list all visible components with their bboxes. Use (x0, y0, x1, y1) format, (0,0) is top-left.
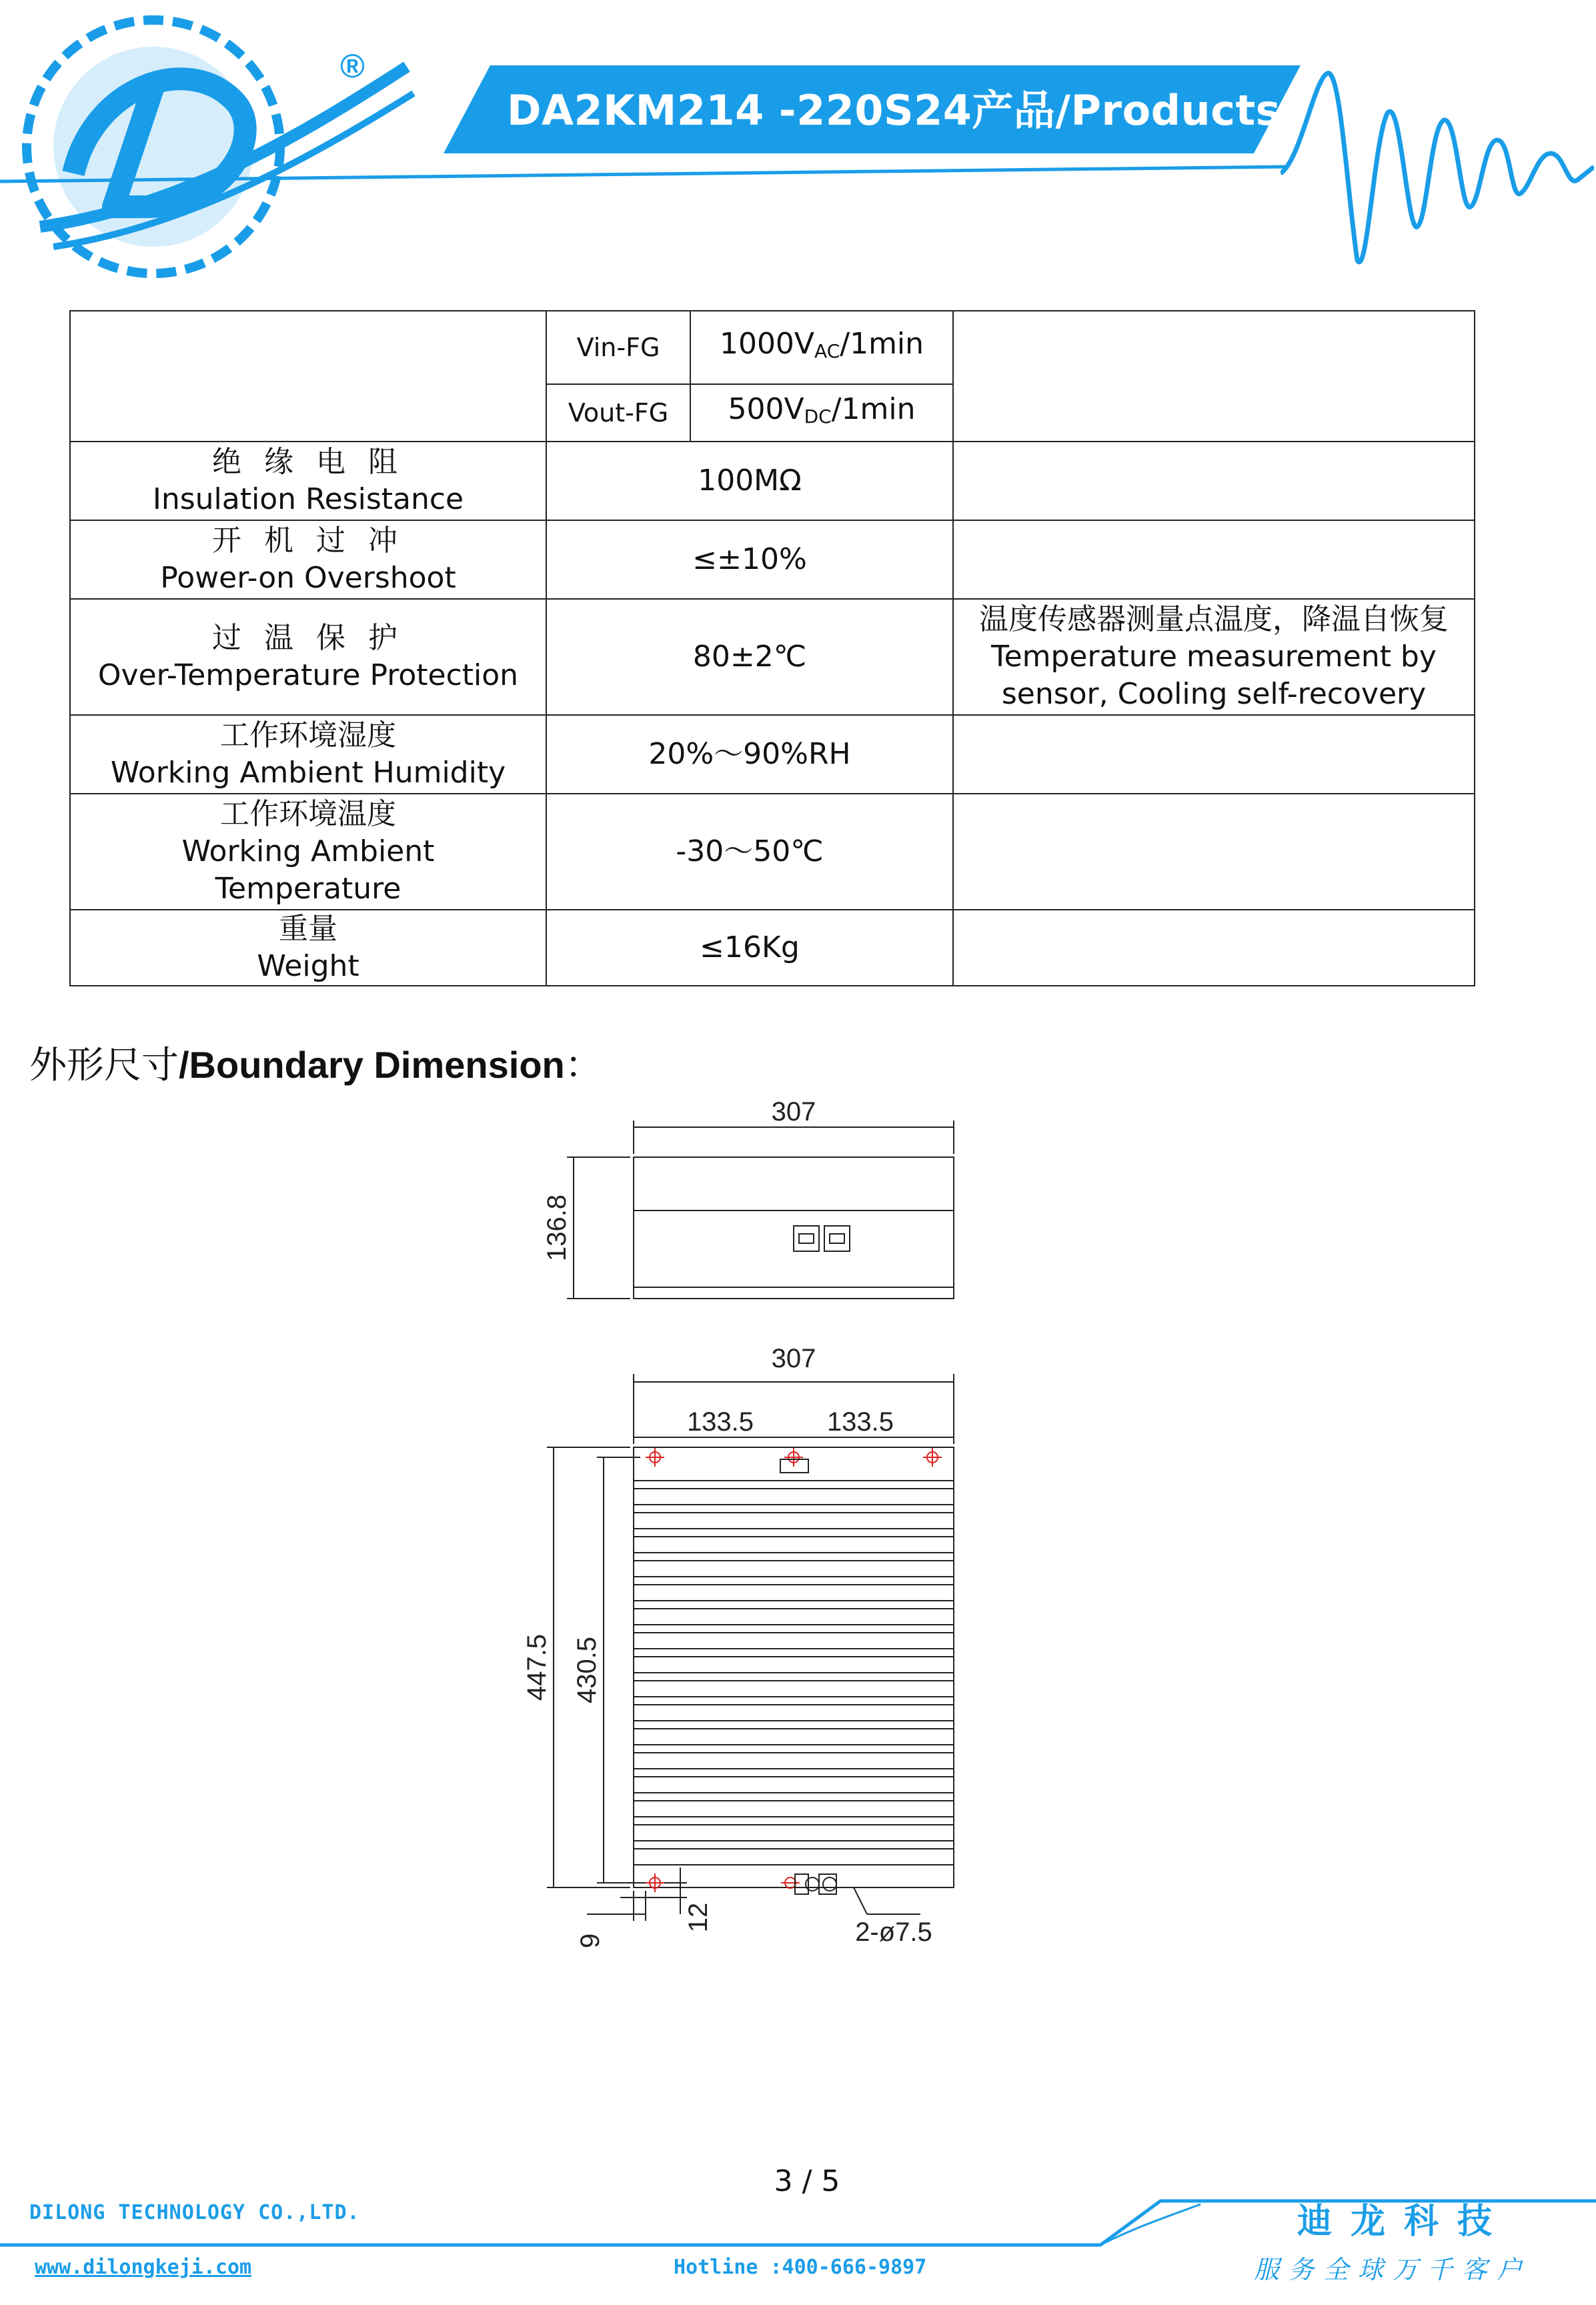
page-title: DA2KM214 -220S24产品/Products (507, 86, 1281, 135)
hotline: Hotline :400-666-9897 (674, 2256, 927, 2279)
isolation-label-cell (70, 311, 546, 442)
table-row (70, 715, 1475, 794)
registered-mark: ® (340, 47, 365, 85)
page-number: 3 / 5 (774, 2164, 840, 2198)
table-row (70, 910, 1475, 986)
right-spacing-label: 133.5 (826, 1407, 894, 1437)
param-value: 80±2℃ (546, 599, 953, 715)
table-row (70, 311, 1475, 384)
param-note (953, 794, 1475, 910)
table-row (70, 599, 1475, 715)
vin-fg-value: $1000V_{AC}/1\min$ (690, 311, 953, 384)
top-width-label: 307 (771, 1097, 816, 1126)
left-spacing-label: 133.5 (686, 1407, 754, 1437)
heatsink-fins (634, 1481, 954, 1865)
mounting-holes (646, 1448, 942, 1892)
table-row (70, 520, 1475, 599)
top-view (567, 1120, 954, 1299)
edge-offset-y-label: 12 (684, 1902, 713, 1933)
hole-height-label: 430.5 (572, 1636, 602, 1704)
param-note (953, 442, 1475, 520)
vin-fg-label: Vin-FG (546, 311, 690, 384)
website-link[interactable]: www.dilongkeji.com (35, 2256, 252, 2279)
param-label: 过 温 保 护 Over-Temperature Protection (70, 599, 546, 715)
brand-chinese: 迪龙科技 (1297, 2201, 1511, 2242)
dimension-drawing (507, 1080, 987, 1954)
vout-fg-label: Vout-FG (546, 384, 690, 442)
top-height-label: 136.8 (542, 1194, 572, 1262)
section-title: 外形尺寸/Boundary Dimension： (29, 1044, 602, 1087)
isolation-note-cell (953, 311, 1475, 442)
param-value: -30～50℃ (546, 794, 953, 910)
total-height-label: 447.5 (522, 1633, 552, 1701)
company-name: DILONG TECHNOLOGY CO.,LTD. (29, 2201, 360, 2224)
spec-table (69, 310, 1475, 986)
param-value: ≤16Kg (546, 910, 953, 986)
param-value: 100MΩ (546, 442, 953, 520)
table-row (70, 794, 1475, 910)
terminal-block (780, 1459, 836, 1894)
param-note (953, 910, 1475, 986)
param-note (953, 520, 1475, 599)
slogan: 服务全球万千客户 (1254, 2255, 1532, 2284)
vout-fg-value: $500V_{DC}/1\min$ (690, 384, 953, 442)
table-row (70, 442, 1475, 520)
param-value: 20%～90%RH (546, 715, 953, 794)
param-label: 工作环境湿度 Working Ambient Humidity (70, 715, 546, 794)
param-note (953, 715, 1475, 794)
front-view (547, 1374, 954, 1921)
dilong-logo (13, 7, 427, 293)
param-note: 温度传感器测量点温度，降温自恢复 Temperature measurement by sensor, Cooling self-recovery (953, 599, 1475, 715)
param-label: 开 机 过 冲 Power-on Overshoot (70, 520, 546, 599)
param-value: ≤±10% (546, 520, 953, 599)
hole-spec-label: 2-ø7.5 (855, 1917, 932, 1947)
edge-offset-x-label: 9 (576, 1933, 605, 1949)
param-label: 工作环境温度 Working Ambient Temperature (70, 794, 546, 910)
param-label: 绝 缘 电 阻 Insulation Resistance (70, 442, 546, 520)
signal-wave-graphic (1281, 60, 1594, 280)
front-width-label: 307 (771, 1344, 816, 1373)
param-label: 重量 Weight (70, 910, 546, 986)
